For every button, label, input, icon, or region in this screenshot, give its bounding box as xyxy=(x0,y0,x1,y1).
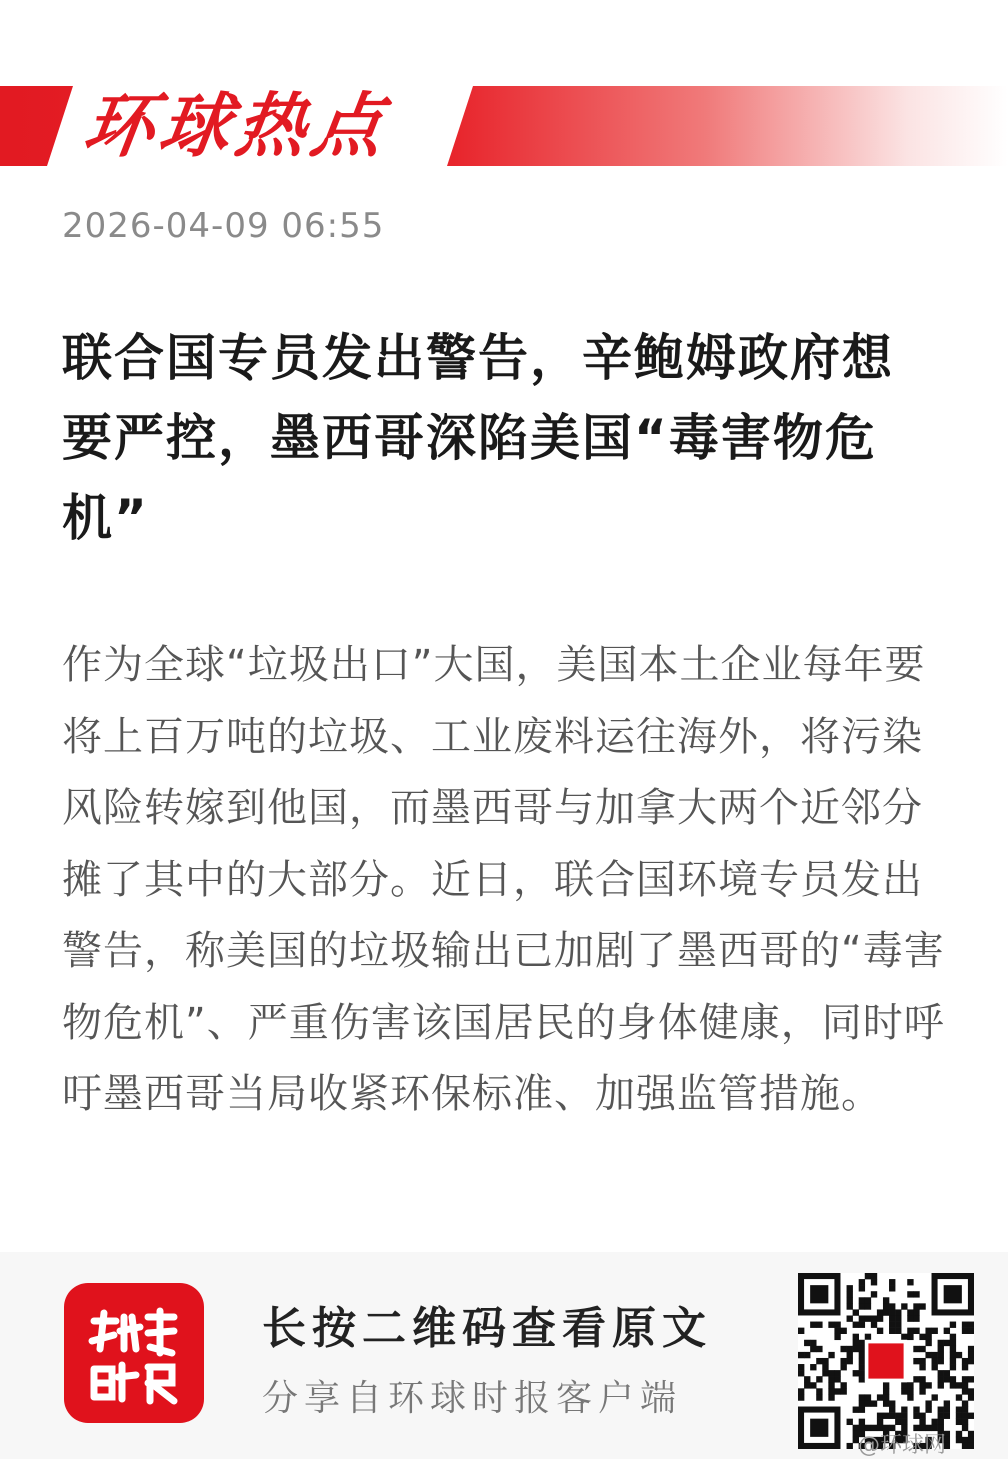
article-body: 作为全球“垃圾出口”大国，美国本土企业每年要将上百万吨的垃圾、工业废料运往海外，将污染风险转嫁到他国，而墨西哥与加拿大两个近邻分摊了其中的大部分。近日，联合国环境专员发出警告，称美国的垃圾输出已加剧了墨西哥的“毒害物危机”、严重伤害该国居民的身体健康，同时呼吁墨西哥当局收紧环保标准、加强监管措施。 xyxy=(62,642,945,1117)
article-headline: 联合国专员发出警告，辛鲍姆政府想要严控，墨西哥深陷美国“毒害物危机” xyxy=(62,329,894,547)
qr-code-graphic xyxy=(798,1273,974,1449)
article-timestamp: 2026-04-09 06:55 xyxy=(62,206,385,246)
qr-code-icon[interactable] xyxy=(798,1273,974,1449)
cta-subtitle: 分享自环球时报客户端 xyxy=(262,1378,683,1419)
banner-title: 环球热点 xyxy=(78,85,394,167)
global-times-logo-icon xyxy=(64,1283,204,1423)
banner xyxy=(0,86,1008,166)
global-times-logo xyxy=(64,1283,204,1423)
cta-title: 长按二维码查看原文 xyxy=(262,1303,712,1354)
watermark: @环球网 xyxy=(858,1433,947,1458)
share-footer xyxy=(0,1252,1008,1459)
